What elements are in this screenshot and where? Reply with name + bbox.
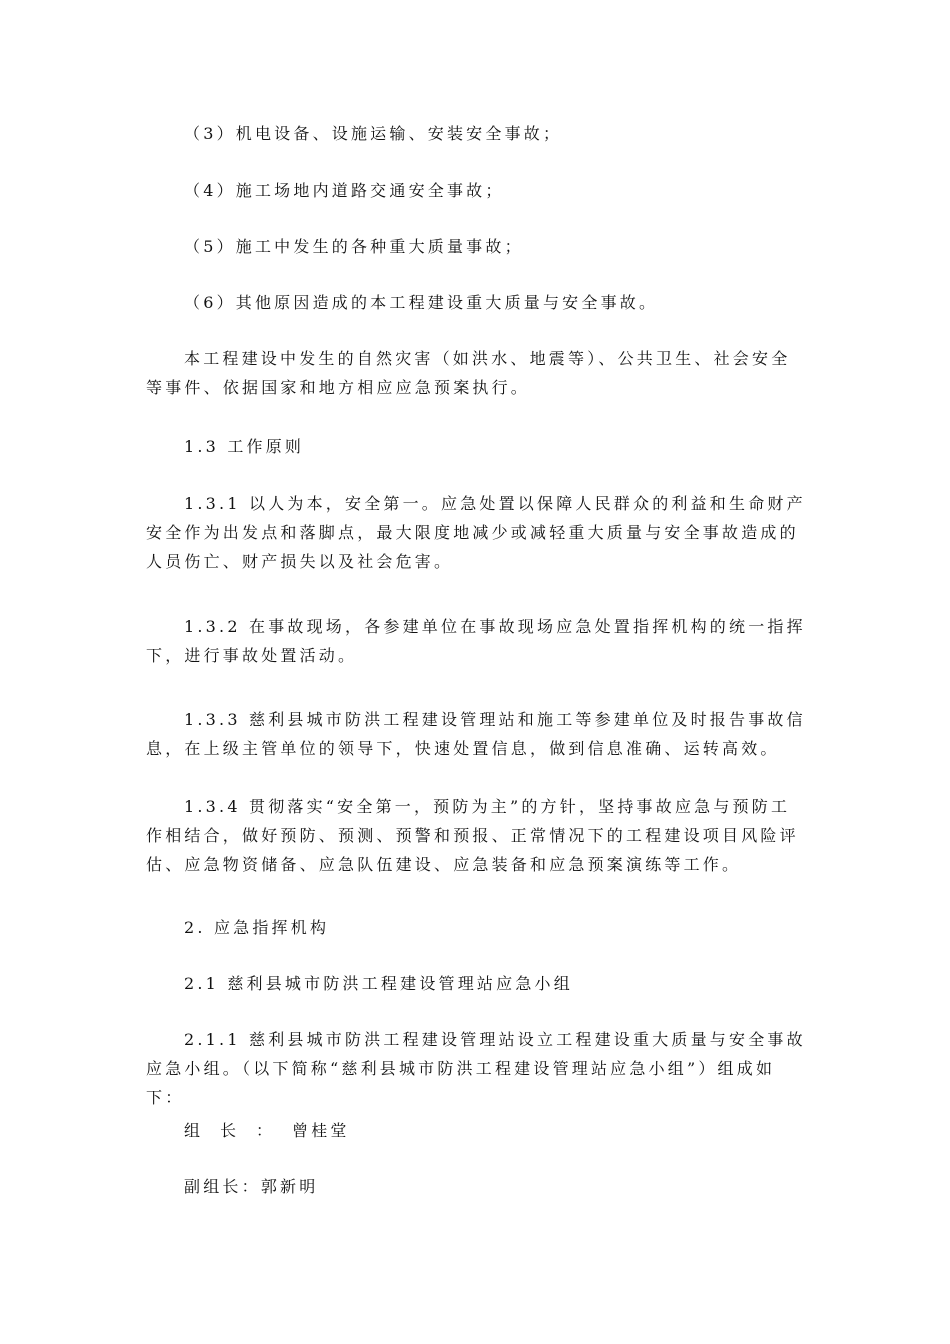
deputy-leader-line [184,1172,318,1201]
deputy-leader-label: 副组长： [184,1177,261,1196]
group-leader-label: 组长： [184,1121,293,1140]
list-item-6: （6）其他原因造成的本工程建设重大质量与安全事故。 [184,293,659,312]
principle-1-3-2: 1.3.2 在事故现场，各参建单位在事故现场应急处置指挥机构的统一指挥下，进行事故处置活动。 [146,617,806,665]
section-heading-2: 2. 应急指挥机构 [184,918,330,937]
principle-1-3-3: 1.3.3 慈利县城市防洪工程建设管理站和施工等参建单位及时报告事故信息，在上级主管单位的领导下，快速处置信息，做到信息准确、运转高效。 [146,710,806,758]
principle-1-3-4: 1.3.4 贯彻落实“安全第一，预防为主”的方针，坚持事故应急与预防工作相结合，做好预防、预测、预警和预报、正常情况下的工程建设项目风险评估、应急物资储备、应急队伍建设、应急装备和应急预案演练等工作。 [146,797,799,874]
natural-disaster-paragraph: 本工程建设中发生的自然灾害（如洪水、地震等）、公共卫生、社会安全等事件、依据国家和地方相应应急预案执行。 [146,349,791,397]
list-item-4: （4）施工场地内道路交通安全事故； [184,181,505,200]
group-leader-line [184,1116,350,1145]
list-item-5: （5）施工中发生的各种重大质量事故； [184,237,524,256]
list-item-3: （3）机电设备、设施运输、安装安全事故； [184,124,563,143]
section-heading-2-1: 2.1 慈利县城市防洪工程建设管理站应急小组 [184,974,573,993]
principle-1-3-1: 1.3.1 以人为本，安全第一。应急处置以保障人民群众的利益和生命财产安全作为出发点和落脚点，最大限度地减少或减轻重大质量与安全事故造成的人员伤亡、财产损失以及社会危害。 [146,494,806,571]
deputy-leader-name: 郭新明 [260,1177,319,1196]
section-heading-1-3: 1.3 工作原则 [184,437,305,456]
section-2-1-1-paragraph: 2.1.1 慈利县城市防洪工程建设管理站设立工程建设重大质量与安全事故应急小组。（以下简称“慈利县城市防洪工程建设管理站应急小组”）组成如下： [146,1030,806,1107]
group-leader-name: 曾桂堂 [292,1121,350,1140]
